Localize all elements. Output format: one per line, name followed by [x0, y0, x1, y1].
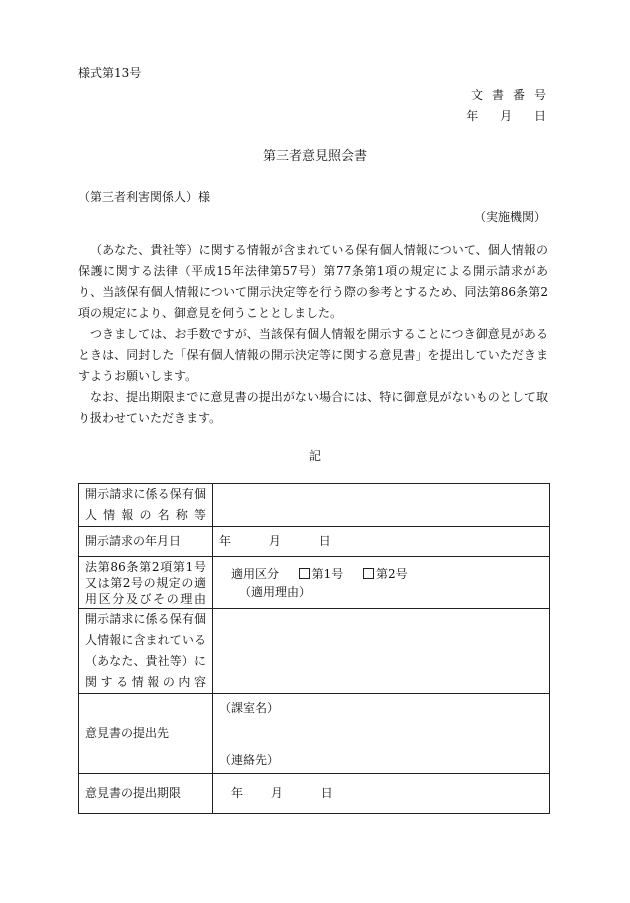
date-day: 日 [533, 109, 546, 123]
ki-heading: 記 [308, 449, 321, 463]
option-1-label: 第1号 [311, 566, 344, 581]
row-label-deadline: 意見書の提出期限 [79, 774, 213, 814]
request-month: 月 [268, 534, 281, 549]
date-year: 年 [466, 109, 479, 123]
body-paragraph: なお、提出期限までに意見書の提出がない場合には、特に御意見がないものとして取り扱わせていただきます。 [78, 390, 548, 425]
body-paragraph: つきましては、お手数ですが、当該保有個人情報を開示することにつき御意見があるときは、同封した「保有個人情報の開示決定等に関する意見書」を提出していただきますようお願いします。 [78, 327, 548, 383]
body-text [78, 240, 548, 429]
row-value-info-name [213, 484, 550, 527]
document-title: 第三者意見照会書 [262, 149, 367, 164]
table-row [79, 694, 550, 774]
table-row [79, 527, 550, 557]
request-year: 年 [219, 534, 232, 549]
body-paragraph: （あなた、貴社等）に関する情報が含まれている保有個人情報について、個人情報の保護に関する法律（平成15年法律第57号）第77条第1項の規定による開示請求があり、当該保有個人情報について開示決定等を行う際の参考とするため、同法第86条第2項の規定により、御意見を伺うこととしました。 [78, 243, 548, 320]
document-date [448, 108, 546, 125]
row-label-category: 法第86条第2項第1号又は第2号の規定の適用区分及びその理由 [79, 557, 213, 609]
option-2-label: 第2号 [375, 566, 408, 581]
table-row [79, 774, 550, 814]
section-name-label: （課室名） [219, 701, 280, 715]
row-label-request-date: 開示請求の年月日 [79, 527, 213, 557]
form-number: 様式第13号 [78, 66, 142, 80]
contact-label: （連絡先） [219, 753, 280, 768]
category-label: 適用区分 [231, 566, 280, 581]
row-value-category [213, 557, 550, 609]
row-label-submission-destination: 意見書の提出先 [79, 694, 213, 774]
row-value-submission-destination [213, 694, 550, 774]
row-value-info-content [213, 609, 550, 694]
implementing-agency: （実施機関） [473, 210, 546, 224]
category-options [231, 565, 543, 583]
date-month: 月 [500, 109, 513, 123]
checkbox-option-2[interactable] [363, 568, 374, 579]
row-value-request-date [213, 527, 550, 557]
addressee: （第三者利害関係人）様 [78, 190, 211, 204]
table-row [79, 557, 550, 609]
checkbox-option-1[interactable] [299, 568, 310, 579]
deadline-day: 日 [320, 786, 333, 801]
deadline-year: 年 [231, 786, 244, 801]
table-row [79, 484, 550, 527]
row-label-info-name: 開示請求に係る保有個人情報の名称等 [79, 484, 213, 527]
table-row [79, 609, 550, 694]
row-label-info-content: 開示請求に係る保有個人情報に含まれている（あなた、貴社等）に関する情報の内容 [79, 609, 213, 694]
request-day: 日 [318, 534, 331, 549]
row-value-deadline [213, 774, 550, 814]
deadline-month: 月 [270, 786, 283, 801]
reason-label: （適用理由） [239, 584, 312, 599]
document-number-label: 文書番号 [470, 88, 555, 102]
details-table [78, 483, 550, 814]
